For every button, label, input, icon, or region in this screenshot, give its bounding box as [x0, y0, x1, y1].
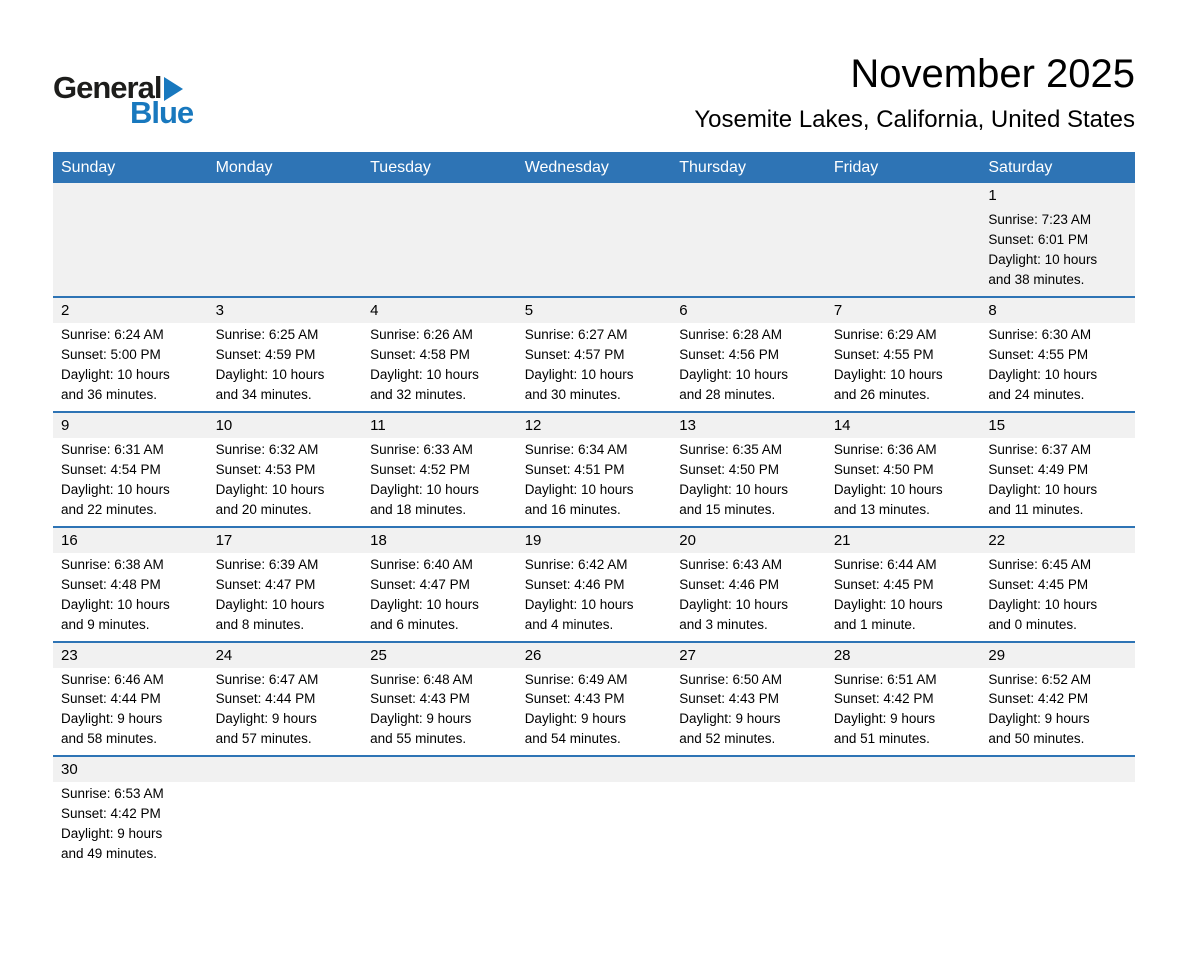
sunrise-text: Sunrise: 6:37 AM [988, 441, 1092, 457]
sunrise-text: Sunrise: 6:51 AM [833, 671, 937, 687]
day-number-strip [980, 183, 1135, 208]
daylight-text: Daylight: 9 hours and 51 minutes. [833, 711, 936, 747]
day-cell-details [980, 208, 1135, 296]
day-number: 22 [988, 531, 1006, 549]
sunset-text: Sunset: 4:43 PM [679, 691, 780, 707]
day-cell [362, 297, 517, 412]
day-number: 17 [215, 531, 233, 549]
day-number-strip [517, 413, 672, 438]
day-cell [362, 412, 517, 527]
day-number-strip [362, 183, 517, 208]
day-number-strip [517, 757, 672, 782]
day-cell [53, 756, 208, 870]
day-cell [53, 527, 208, 642]
sunset-text: Sunset: 4:52 PM [370, 461, 470, 477]
day-number: 15 [988, 416, 1006, 434]
day-number-strip [208, 298, 363, 323]
sunset-text: Sunset: 4:43 PM [370, 691, 470, 707]
day-cell-details [980, 553, 1135, 641]
day-number-strip [980, 298, 1135, 323]
sunset-text: Sunset: 4:46 PM [524, 576, 625, 592]
sunrise-text: Sunrise: 6:35 AM [679, 441, 783, 457]
sunrise-text: Sunrise: 6:25 AM [215, 326, 319, 342]
sunrise-text: Sunrise: 6:24 AM [61, 326, 164, 342]
sunset-text: Sunset: 4:53 PM [215, 461, 316, 477]
empty-day-cell [517, 183, 672, 297]
day-cell-details [53, 323, 208, 411]
day-number: 12 [524, 416, 542, 434]
day-number: 11 [370, 416, 386, 434]
calendar-page [53, 52, 1135, 870]
daylight-text: Daylight: 10 hours and 4 minutes. [524, 596, 634, 632]
day-number: 24 [215, 646, 233, 664]
day-number: 26 [524, 646, 542, 664]
sunrise-text: Sunrise: 6:52 AM [988, 671, 1092, 687]
day-number: 10 [215, 416, 233, 434]
empty-day-cell [980, 756, 1135, 870]
sunrise-text: Sunrise: 6:44 AM [833, 556, 937, 572]
day-cell-details [826, 782, 981, 790]
daylight-text: Daylight: 10 hours and 13 minutes. [833, 481, 943, 517]
day-number-strip [980, 757, 1135, 782]
day-cell-details [362, 208, 517, 216]
day-number-strip [980, 528, 1135, 553]
sunset-text: Sunset: 4:46 PM [679, 576, 780, 592]
daylight-text: Daylight: 10 hours and 9 minutes. [61, 596, 170, 632]
weekday-header-monday: Monday [208, 152, 363, 183]
empty-day-cell [208, 183, 363, 297]
day-cell-details [980, 668, 1135, 756]
sunset-text: Sunset: 4:55 PM [833, 346, 934, 362]
day-number: 1 [988, 187, 997, 204]
day-cell [362, 642, 517, 757]
sunset-text: Sunset: 4:43 PM [524, 691, 625, 707]
day-cell [826, 527, 981, 642]
day-cell [671, 297, 826, 412]
day-cell-details [980, 782, 1135, 790]
day-number-strip [826, 643, 981, 668]
daylight-text: Daylight: 9 hours and 50 minutes. [988, 711, 1090, 747]
day-number-strip [826, 528, 981, 553]
day-number-strip [517, 528, 672, 553]
day-cell [517, 527, 672, 642]
sunrise-text: Sunrise: 6:42 AM [524, 556, 628, 572]
sunrise-text: Sunrise: 6:50 AM [679, 671, 783, 687]
sunrise-text: Sunrise: 6:33 AM [370, 441, 473, 457]
day-number: 21 [833, 531, 851, 549]
weekday-header-sunday: Sunday [53, 152, 208, 183]
day-number-strip [362, 757, 517, 782]
sunrise-text: Sunrise: 6:47 AM [215, 671, 319, 687]
day-cell-details [671, 323, 826, 411]
day-number: 8 [988, 301, 997, 319]
logo-text-general: General [53, 70, 162, 105]
day-number: 9 [61, 416, 70, 434]
day-cell [671, 527, 826, 642]
day-cell-details [362, 668, 517, 756]
day-cell-details [980, 438, 1135, 526]
daylight-text: Daylight: 10 hours and 16 minutes. [524, 481, 634, 517]
daylight-text: Daylight: 10 hours and 20 minutes. [215, 481, 325, 517]
day-number: 19 [524, 531, 542, 549]
daylight-text: Daylight: 10 hours and 3 minutes. [679, 596, 789, 632]
week-row [53, 642, 1135, 757]
sunrise-text: Sunrise: 6:30 AM [988, 326, 1092, 342]
day-cell-details [517, 553, 672, 641]
day-cell [826, 297, 981, 412]
weekday-header-tuesday: Tuesday [362, 152, 517, 183]
day-number: 2 [61, 301, 70, 319]
day-number-strip [671, 413, 826, 438]
day-number: 7 [833, 301, 843, 319]
daylight-text: Daylight: 9 hours and 52 minutes. [679, 711, 781, 747]
daylight-text: Daylight: 9 hours and 55 minutes. [370, 711, 472, 747]
sunrise-text: Sunrise: 6:43 AM [679, 556, 783, 572]
sunset-text: Sunset: 4:45 PM [988, 576, 1089, 592]
day-number: 23 [61, 646, 78, 664]
day-cell [671, 642, 826, 757]
sunset-text: Sunset: 4:44 PM [215, 691, 316, 707]
day-cell-details [980, 323, 1135, 411]
sunrise-text: Sunrise: 7:23 AM [988, 212, 1092, 227]
daylight-text: Daylight: 9 hours and 57 minutes. [215, 711, 317, 747]
sunset-text: Sunset: 4:54 PM [61, 461, 161, 477]
sunrise-text: Sunrise: 6:38 AM [61, 556, 164, 572]
day-number: 25 [370, 646, 387, 664]
day-cell [980, 412, 1135, 527]
day-number: 4 [370, 301, 379, 319]
day-cell [826, 642, 981, 757]
day-cell-details [362, 438, 517, 526]
sunset-text: Sunset: 4:51 PM [524, 461, 625, 477]
day-number-strip [362, 528, 517, 553]
sunrise-text: Sunrise: 6:31 AM [61, 441, 164, 457]
day-cell-details [826, 323, 981, 411]
day-cell [826, 412, 981, 527]
day-cell-details [671, 208, 826, 216]
location-subtitle: Yosemite Lakes, California, United States [694, 106, 1135, 133]
sunset-text: Sunset: 4:44 PM [61, 691, 161, 707]
sunset-text: Sunset: 4:42 PM [833, 691, 934, 707]
day-cell [980, 527, 1135, 642]
day-cell [208, 527, 363, 642]
sunrise-text: Sunrise: 6:26 AM [370, 326, 473, 342]
day-number-strip [208, 643, 363, 668]
empty-day-cell [826, 756, 981, 870]
week-row [53, 297, 1135, 412]
day-number-strip [208, 413, 363, 438]
sunset-text: Sunset: 4:50 PM [833, 461, 934, 477]
day-number-strip [53, 413, 208, 438]
daylight-text: Daylight: 10 hours and 34 minutes. [215, 366, 325, 402]
weekday-header-row [53, 152, 1135, 183]
day-cell-details [208, 208, 363, 216]
daylight-text: Daylight: 9 hours and 49 minutes. [61, 826, 163, 862]
day-cell-details [362, 553, 517, 641]
week-row [53, 412, 1135, 527]
day-number-strip [671, 757, 826, 782]
daylight-text: Daylight: 10 hours and 6 minutes. [370, 596, 479, 632]
day-cell-details [826, 208, 981, 216]
daylight-text: Daylight: 10 hours and 28 minutes. [679, 366, 789, 402]
day-number-strip [826, 413, 981, 438]
empty-day-cell [517, 756, 672, 870]
day-number-strip [53, 298, 208, 323]
sunset-text: Sunset: 4:56 PM [679, 346, 780, 362]
sunset-text: Sunset: 4:45 PM [833, 576, 934, 592]
day-number: 29 [988, 646, 1006, 664]
day-cell-details [208, 553, 363, 641]
title-block [694, 52, 1135, 134]
day-number-strip [980, 643, 1135, 668]
sunset-text: Sunset: 6:01 PM [988, 231, 1089, 247]
day-number: 5 [524, 301, 534, 319]
day-number-strip [980, 413, 1135, 438]
day-number-strip [53, 757, 208, 782]
day-cell [208, 642, 363, 757]
daylight-text: Daylight: 10 hours and 22 minutes. [61, 481, 170, 517]
general-blue-logo [53, 72, 253, 128]
day-number: 28 [833, 646, 851, 664]
day-cell [980, 642, 1135, 757]
day-cell-details [208, 782, 363, 790]
daylight-text: Daylight: 10 hours and 1 minute. [833, 596, 943, 632]
daylight-text: Daylight: 9 hours and 54 minutes. [524, 711, 626, 747]
day-cell [671, 412, 826, 527]
day-number-strip [826, 757, 981, 782]
sunset-text: Sunset: 4:49 PM [988, 461, 1089, 477]
day-cell-details [53, 668, 208, 756]
day-cell-details [517, 323, 672, 411]
daylight-text: Daylight: 10 hours and 11 minutes. [988, 481, 1098, 517]
day-cell-details [208, 323, 363, 411]
day-number-strip [362, 413, 517, 438]
day-number-strip [362, 298, 517, 323]
day-cell [208, 412, 363, 527]
sunrise-text: Sunrise: 6:27 AM [524, 326, 628, 342]
day-cell-details [517, 438, 672, 526]
day-number-strip [671, 528, 826, 553]
day-cell-details [208, 438, 363, 526]
day-number-strip [53, 183, 208, 208]
daylight-text: Daylight: 10 hours and 32 minutes. [370, 366, 479, 402]
day-number: 6 [679, 301, 688, 319]
sunset-text: Sunset: 4:57 PM [524, 346, 625, 362]
day-cell-details [671, 782, 826, 790]
sunset-text: Sunset: 4:50 PM [679, 461, 780, 477]
sunrise-text: Sunrise: 6:45 AM [988, 556, 1092, 572]
day-cell-details [362, 323, 517, 411]
day-cell-details [208, 668, 363, 756]
day-number-strip [517, 298, 672, 323]
sunrise-text: Sunrise: 6:28 AM [679, 326, 783, 342]
day-cell [980, 297, 1135, 412]
sunset-text: Sunset: 4:42 PM [61, 806, 161, 822]
weekday-header-friday: Friday [826, 152, 981, 183]
month-title: November 2025 [850, 52, 1135, 96]
day-number-strip [826, 183, 981, 208]
day-number-strip [362, 643, 517, 668]
weekday-header-saturday: Saturday [980, 152, 1135, 183]
day-cell [362, 527, 517, 642]
day-number: 14 [833, 416, 851, 434]
day-cell-details [826, 553, 981, 641]
day-cell-details [826, 668, 981, 756]
day-number: 20 [679, 531, 696, 549]
day-cell [980, 183, 1135, 297]
day-cell-details [671, 438, 826, 526]
daylight-text: Daylight: 10 hours and 38 minutes. [988, 251, 1098, 287]
day-cell [517, 412, 672, 527]
daylight-text: Daylight: 10 hours and 26 minutes. [833, 366, 943, 402]
day-number: 13 [679, 416, 696, 434]
sunrise-text: Sunrise: 6:34 AM [524, 441, 628, 457]
logo-text-blue: Blue [130, 95, 194, 130]
day-cell-details [671, 668, 826, 756]
sunrise-text: Sunrise: 6:46 AM [61, 671, 164, 687]
sunrise-text: Sunrise: 6:48 AM [370, 671, 473, 687]
day-number-strip [208, 183, 363, 208]
sunrise-text: Sunrise: 6:36 AM [833, 441, 937, 457]
daylight-text: Daylight: 10 hours and 0 minutes. [988, 596, 1098, 632]
day-cell-details [826, 438, 981, 526]
day-number: 27 [679, 646, 696, 664]
day-number-strip [208, 757, 363, 782]
day-cell-details [517, 782, 672, 790]
empty-day-cell [671, 183, 826, 297]
day-number: 18 [370, 531, 387, 549]
day-number-strip [671, 183, 826, 208]
day-cell [53, 642, 208, 757]
day-cell [517, 642, 672, 757]
daylight-text: Daylight: 10 hours and 36 minutes. [61, 366, 170, 402]
day-cell [53, 412, 208, 527]
day-number-strip [208, 528, 363, 553]
daylight-text: Daylight: 10 hours and 15 minutes. [679, 481, 789, 517]
sunset-text: Sunset: 4:47 PM [215, 576, 316, 592]
sunrise-text: Sunrise: 6:39 AM [215, 556, 319, 572]
sunrise-text: Sunrise: 6:49 AM [524, 671, 628, 687]
day-cell-details [517, 208, 672, 216]
day-cell-details [362, 782, 517, 790]
daylight-text: Daylight: 10 hours and 18 minutes. [370, 481, 479, 517]
week-row [53, 756, 1135, 870]
week-row [53, 183, 1135, 297]
day-number-strip [53, 528, 208, 553]
sunrise-text: Sunrise: 6:29 AM [833, 326, 937, 342]
day-cell-details [53, 208, 208, 216]
day-number-strip [671, 643, 826, 668]
sunset-text: Sunset: 5:00 PM [61, 346, 161, 362]
sunrise-text: Sunrise: 6:32 AM [215, 441, 319, 457]
sunset-text: Sunset: 4:47 PM [370, 576, 470, 592]
sunset-text: Sunset: 4:55 PM [988, 346, 1089, 362]
daylight-text: Daylight: 10 hours and 8 minutes. [215, 596, 325, 632]
week-row [53, 527, 1135, 642]
day-number: 3 [215, 301, 224, 319]
day-number-strip [517, 183, 672, 208]
day-cell-details [53, 438, 208, 526]
sunset-text: Sunset: 4:42 PM [988, 691, 1089, 707]
sunset-text: Sunset: 4:48 PM [61, 576, 161, 592]
empty-day-cell [671, 756, 826, 870]
daylight-text: Daylight: 10 hours and 24 minutes. [988, 366, 1098, 402]
day-number: 16 [61, 531, 78, 549]
sunrise-text: Sunrise: 6:40 AM [370, 556, 473, 572]
sunset-text: Sunset: 4:58 PM [370, 346, 470, 362]
daylight-text: Daylight: 10 hours and 30 minutes. [524, 366, 634, 402]
empty-day-cell [362, 183, 517, 297]
day-number-strip [53, 643, 208, 668]
calendar-table [53, 152, 1135, 870]
empty-day-cell [208, 756, 363, 870]
weekday-header-wednesday: Wednesday [517, 152, 672, 183]
day-number-strip [517, 643, 672, 668]
day-number-strip [826, 298, 981, 323]
day-cell-details [671, 553, 826, 641]
day-cell [208, 297, 363, 412]
day-number-strip [671, 298, 826, 323]
empty-day-cell [362, 756, 517, 870]
sunset-text: Sunset: 4:59 PM [215, 346, 316, 362]
daylight-text: Daylight: 9 hours and 58 minutes. [61, 711, 163, 747]
day-cell [517, 297, 672, 412]
weekday-header-thursday: Thursday [671, 152, 826, 183]
day-cell-details [53, 782, 208, 870]
day-number: 30 [61, 761, 78, 779]
empty-day-cell [53, 183, 208, 297]
sunrise-text: Sunrise: 6:53 AM [61, 786, 164, 802]
day-cell-details [517, 668, 672, 756]
page-header [53, 52, 1135, 134]
day-cell-details [53, 553, 208, 641]
day-cell [53, 297, 208, 412]
empty-day-cell [826, 183, 981, 297]
